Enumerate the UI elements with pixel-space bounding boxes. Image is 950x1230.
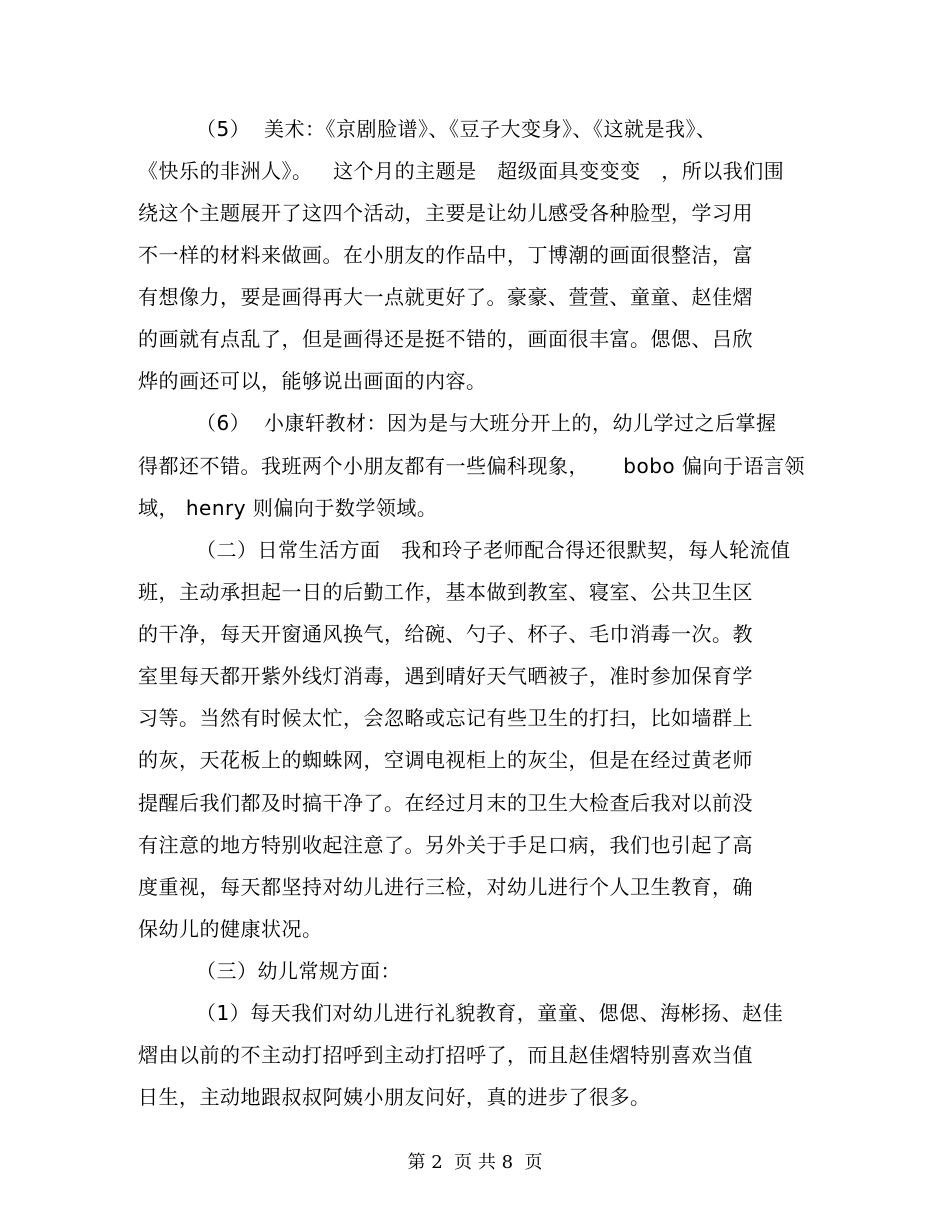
- paragraph-line-22: （1）每天我们对幼儿进行礼貌教育，童童、偲偲、海彬扬、赵佳: [196, 1001, 784, 1025]
- paragraph-line-19: 度重视，每天都坚持对幼儿进行三检，对幼儿进行个人卫生教育，确: [138, 875, 753, 899]
- paragraph-line-17: 提醒后我们都及时搞干净了。在经过月末的卫生大检查后我对以前没: [138, 791, 753, 815]
- section-heading-line: （三）幼儿常规方面：: [196, 959, 401, 983]
- paragraph-line-20: 保幼儿的健康状况。: [138, 917, 323, 941]
- paragraph-line-13: 的干净，每天开窗通风换气，给碗、勺子、杯子、毛巾消毒一次。教: [138, 622, 753, 646]
- paragraph-line-23: 熠由以前的不主动打招呼到主动打招呼了，而且赵佳熠特别喜欢当值: [138, 1043, 753, 1067]
- paragraph-line-4: 不一样的材料来做画。在小朋友的作品中，丁博潮的画面很整洁，富: [138, 243, 753, 267]
- paragraph-line-3: 绕这个主题展开了这四个活动，主要是让幼儿感受各种脸型，学习用: [138, 201, 753, 225]
- paragraph-line-8: （6） 小康轩教材：因为是与大班分开上的，幼儿学过之后掌握: [196, 411, 777, 435]
- paragraph-line-9: 得都还不错。我班两个小朋友都有一些偏科现象， bobo 偏向于语言领: [138, 454, 806, 478]
- paragraph-line-1: （5） 美术：《京剧脸谱》、《豆子大变身》、《这就是我》、: [196, 117, 717, 141]
- paragraph-line-10: 域， henry 则偏向于数学领域。: [138, 496, 438, 520]
- paragraph-line-6: 的画就有点乱了，但是画得还是挺不错的，画面很丰富。偲偲、吕欣: [138, 327, 753, 351]
- paragraph-line-7: 烨的画还可以，能够说出画面的内容。: [138, 369, 487, 393]
- paragraph-line-24: 日生，主动地跟叔叔阿姨小朋友问好，真的进步了很多。: [138, 1085, 651, 1109]
- paragraph-line-18: 有注意的地方特别收起注意了。另外关于手足口病，我们也引起了高: [138, 833, 753, 857]
- paragraph-line-11: （二）日常生活方面 我和玲子老师配合得还很默契，每人轮流值: [196, 538, 791, 562]
- paragraph-line-5: 有想像力，要是画得再大一点就更好了。豪豪、萱萱、童童、赵佳熠: [138, 285, 753, 309]
- paragraph-line-12: 班，主动承担起一日的后勤工作，基本做到教室、寝室、公共卫生区: [138, 580, 753, 604]
- paragraph-line-2: 《快乐的非洲人》。 这个月的主题是 超级面具变变变 ，所以我们围: [138, 159, 785, 183]
- paragraph-line-14: 室里每天都开紫外线灯消毒，遇到晴好天气晒被子，准时参加保育学: [138, 664, 753, 688]
- paragraph-line-16: 的灰，天花板上的蜘蛛网，空调电视柜上的灰尘，但是在经过黄老师: [138, 748, 753, 772]
- paragraph-line-15: 习等。当然有时候太忙，会忽略或忘记有些卫生的打扫，比如墙群上: [138, 706, 753, 730]
- page-number-footer: 第 2 页 共 8 页: [407, 1152, 543, 1173]
